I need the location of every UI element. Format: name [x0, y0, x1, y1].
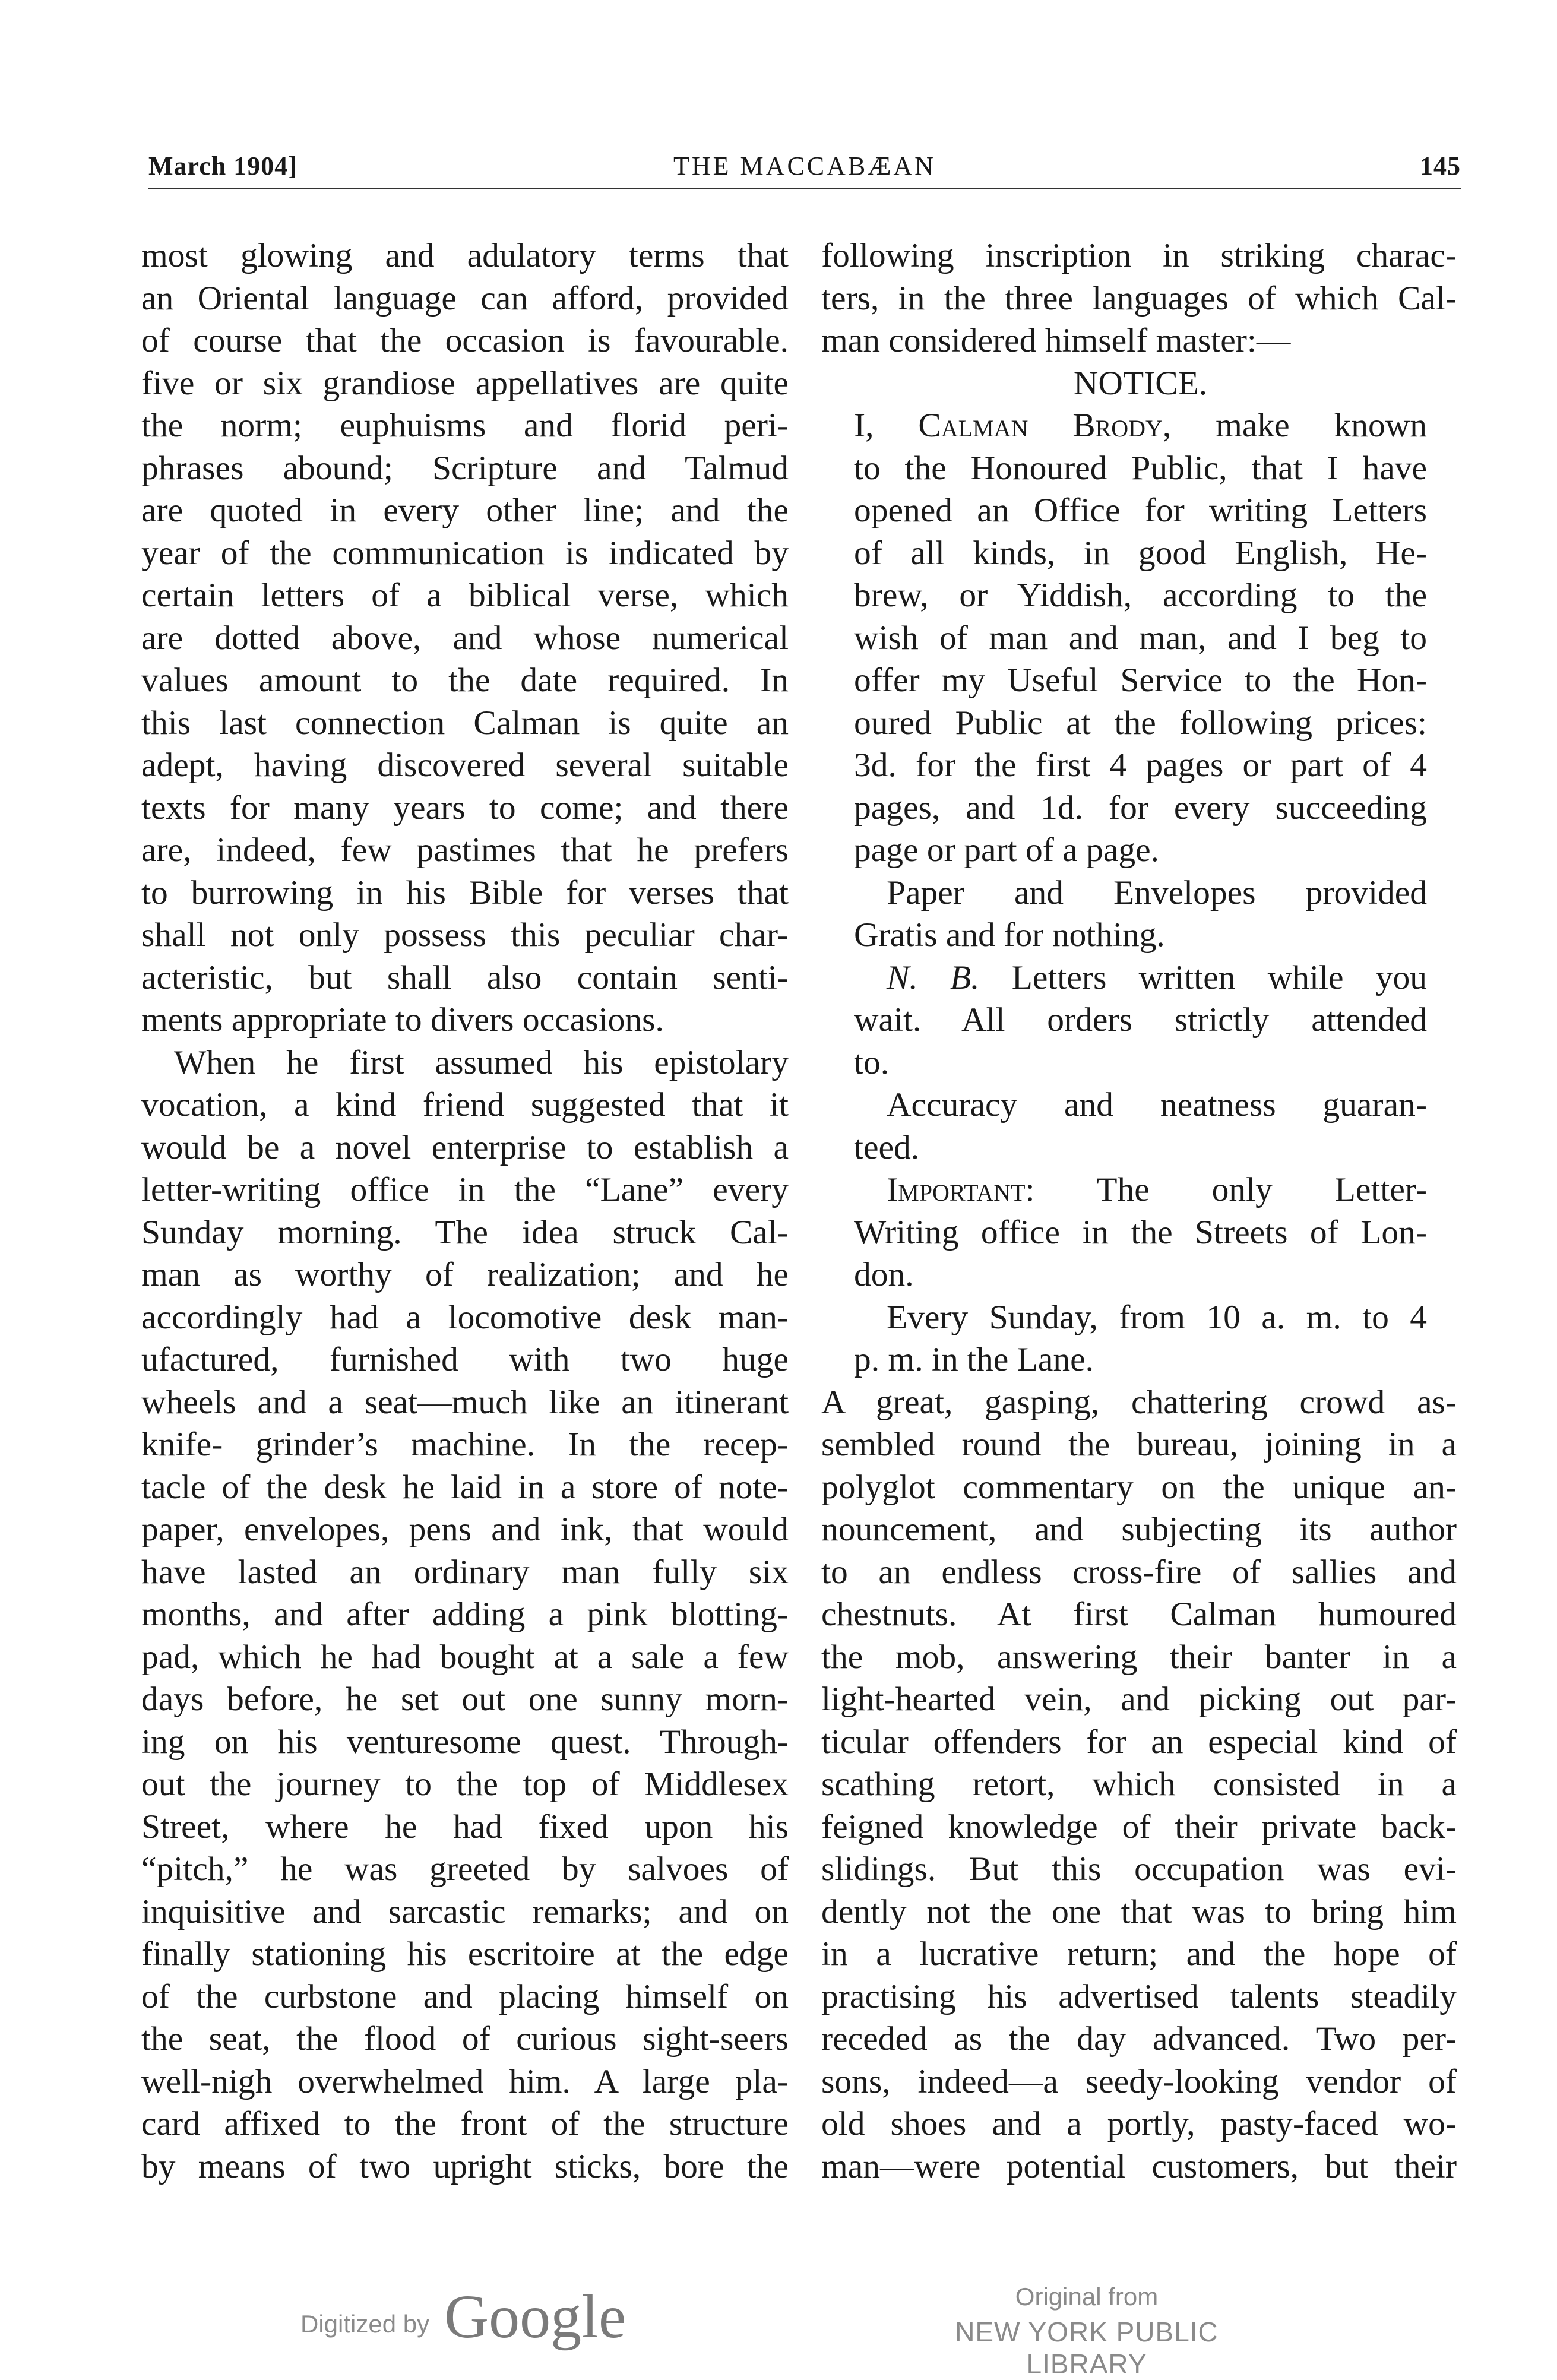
text-line: the mob, answering their banter in a — [821, 1638, 1457, 1676]
text-line — [821, 1169, 1457, 1211]
text-line: pad, which he had bought at a sale a few — [141, 1638, 789, 1676]
text-line: of the curbstone and placing himself on — [141, 1977, 789, 2015]
text-line: opened an Office for writing Letters — [854, 492, 1427, 529]
page-number: 145 — [1420, 151, 1461, 181]
text-line: man considered himself master:— — [821, 322, 1291, 359]
original-from-label: Original from — [1015, 2283, 1159, 2311]
text-line: the norm; euphuisms and florid peri- — [141, 407, 789, 444]
text-line: don. — [854, 1256, 914, 1293]
text-line: ments appropriate to divers occasions. — [141, 1001, 664, 1039]
header-rule — [148, 188, 1461, 189]
text-line: “pitch,” he was greeted by salvoes of — [141, 1850, 789, 1888]
text-line: receded as the day advanced. Two per- — [821, 2020, 1457, 2058]
notice-line-text: , make known — [1162, 407, 1427, 444]
text-line: inquisitive and sarcastic remarks; and on — [141, 1892, 789, 1930]
text-line: paper, envelopes, pens and ink, that would — [141, 1511, 789, 1548]
library-name: NEW YORK PUBLIC LIBRARY — [955, 2316, 1219, 2379]
notice-placard — [821, 362, 1457, 1381]
text-line: slidings. But this occupation was evi- — [821, 1850, 1457, 1888]
text-line: A great, gasping, chattering crowd as- — [821, 1383, 1457, 1421]
text-line: sons, indeed—a seedy-looking vendor of — [821, 2062, 1457, 2100]
text-line: ters, in the three languages of which Cal- — [821, 279, 1457, 317]
text-line: Gratis and for nothing. — [854, 916, 1165, 954]
digitized-by-label: Digitized by — [300, 2310, 430, 2338]
text-line: are quoted in every other line; and the — [141, 492, 789, 529]
text-line: 3d. for the first 4 pages or part of 4 — [854, 746, 1427, 784]
text-line: vocation, a kind friend suggested that it — [141, 1086, 789, 1123]
important-text: The only Letter- — [1034, 1171, 1427, 1208]
text-line: wheels and a seat—much like an itinerant — [141, 1383, 789, 1421]
text-line: wish of man and man, and I beg to — [854, 619, 1427, 657]
text-line: the seat, the flood of curious sight-seers — [141, 2020, 789, 2058]
text-line: practising his advertised talents steadily — [821, 1977, 1457, 2015]
text-line: man—were potential customers, but their — [821, 2147, 1457, 2185]
text-line: texts for many years to come; and there — [141, 789, 789, 827]
text-line: would be a novel enterprise to establish a — [141, 1128, 789, 1166]
text-line: out the journey to the top of Middlesex — [141, 1765, 789, 1803]
text-line: Accuracy and neatness guaran- — [887, 1086, 1427, 1123]
text-line: offer my Useful Service to the Hon- — [854, 662, 1427, 699]
text-line: to an endless cross-fire of sallies and — [821, 1553, 1457, 1591]
text-line: letter-writing office in the “Lane” every — [141, 1171, 789, 1208]
text-line: of all kinds, in good English, He- — [854, 534, 1427, 572]
text-line: following inscription in striking charac- — [821, 237, 1457, 274]
text-line: knife- grinder’s machine. In the recep- — [141, 1426, 789, 1463]
text-line: Sunday morning. The idea struck Cal- — [141, 1213, 789, 1251]
text-line: scathing retort, which consisted in a — [821, 1765, 1457, 1803]
text-line: values amount to the date required. In — [141, 662, 789, 699]
text-line: in a lucrative return; and the hope of — [821, 1935, 1457, 1973]
text-line: brew, or Yiddish, according to the — [854, 577, 1427, 614]
text-line: ing on his venturesome quest. Through- — [141, 1723, 789, 1761]
text-line: card affixed to the front of the structure — [141, 2105, 789, 2142]
text-line: oured Public at the following prices: — [854, 704, 1427, 742]
text-line: man as worthy of realization; and he — [141, 1256, 789, 1293]
text-line: nouncement, and subjecting its author — [821, 1511, 1457, 1548]
text-line: sembled round the bureau, joining in a — [821, 1426, 1457, 1463]
text-line: wait. All orders strictly attended — [854, 1001, 1427, 1039]
text-line: finally stationing his escritoire at the edge — [141, 1935, 789, 1973]
right-column — [821, 235, 1457, 2188]
text-line: p. m. in the Lane. — [854, 1341, 1094, 1378]
header-date: March 1904] — [148, 151, 298, 181]
text-line: to burrowing in his Bible for verses that — [141, 873, 789, 912]
text-line: acteristic, but shall also contain senti- — [141, 958, 789, 996]
text-line: ufactured, furnished with two huge — [141, 1341, 789, 1378]
text-line: are, indeed, few pastimes that he prefers — [141, 831, 789, 869]
text-line: an Oriental language can afford, provided — [141, 279, 789, 317]
text-line: accordingly had a locomotive desk man- — [141, 1298, 789, 1336]
text-line: days before, he set out one sunny morn- — [141, 1680, 789, 1718]
text-line: feigned knowledge of their private back- — [821, 1808, 1457, 1846]
text-line: Every Sunday, from 10 a. m. to 4 — [887, 1298, 1427, 1336]
nb-label: N. B. — [887, 958, 980, 996]
text-line: by means of two upright sticks, bore the — [141, 2147, 789, 2185]
text-line: year of the communication is indicated by — [141, 534, 789, 572]
text-line: shall not only possess this peculiar char- — [141, 916, 789, 954]
notice-name-prefix: I, — [854, 407, 919, 444]
nb-text: Letters written while you — [979, 958, 1427, 996]
text-line: old shoes and a portly, pasty-faced wo- — [821, 2105, 1457, 2142]
text-line: to the Honoured Public, that I have — [854, 449, 1427, 487]
left-column — [141, 235, 789, 2188]
notice-name: Calman Brody — [918, 407, 1163, 444]
text-line: page or part of a page. — [854, 831, 1160, 869]
text-line: Writing office in the Streets of Lon- — [854, 1213, 1427, 1251]
text-line: teed. — [854, 1128, 920, 1166]
text-line: most glowing and adulatory terms that — [141, 237, 789, 274]
text-line: well-nigh overwhelmed him. A large pla- — [141, 2062, 789, 2100]
notice-title: NOTICE. — [1073, 364, 1208, 402]
text-line: are dotted above, and whose numerical — [141, 619, 789, 657]
text-line: months, and after adding a pink blotting- — [141, 1596, 789, 1633]
text-line: When he first assumed his epistolary — [174, 1043, 789, 1081]
text-line: light-hearted vein, and picking out par- — [821, 1680, 1457, 1718]
digitization-footer — [0, 2268, 1557, 2379]
header-title: THE MACCABÆAN — [673, 151, 936, 181]
text-line: five or six grandiose appellatives are quite — [141, 364, 789, 402]
running-header — [148, 151, 1461, 192]
text-line: adept, having discovered several suitable — [141, 746, 789, 784]
text-line — [821, 404, 1457, 447]
text-line: tacle of the desk he laid in a store of note- — [141, 1468, 789, 1506]
text-line: phrases abound; Scripture and Talmud — [141, 449, 789, 487]
text-line: dently not the one that was to bring him — [821, 1892, 1457, 1930]
text-line: certain letters of a biblical verse, which — [141, 577, 789, 614]
text-line: have lasted an ordinary man fully six — [141, 1553, 789, 1591]
text-line: of course that the occasion is favourable. — [141, 322, 789, 359]
text-line: this last connection Calman is quite an — [141, 704, 789, 742]
text-line: ticular offenders for an especial kind of — [821, 1723, 1457, 1761]
text-line: Paper and Envelopes provided — [887, 873, 1427, 912]
text-line: Street, where he had fixed upon his — [141, 1808, 789, 1846]
text-line: to. — [854, 1043, 890, 1081]
important-label: Important: — [887, 1171, 1035, 1208]
text-line: pages, and 1d. for every succeeding — [854, 789, 1427, 827]
google-logo: Google — [444, 2283, 626, 2351]
text-line — [821, 957, 1457, 999]
text-line: chestnuts. At first Calman humoured — [821, 1596, 1457, 1633]
text-line: polyglot commentary on the unique an- — [821, 1468, 1457, 1506]
